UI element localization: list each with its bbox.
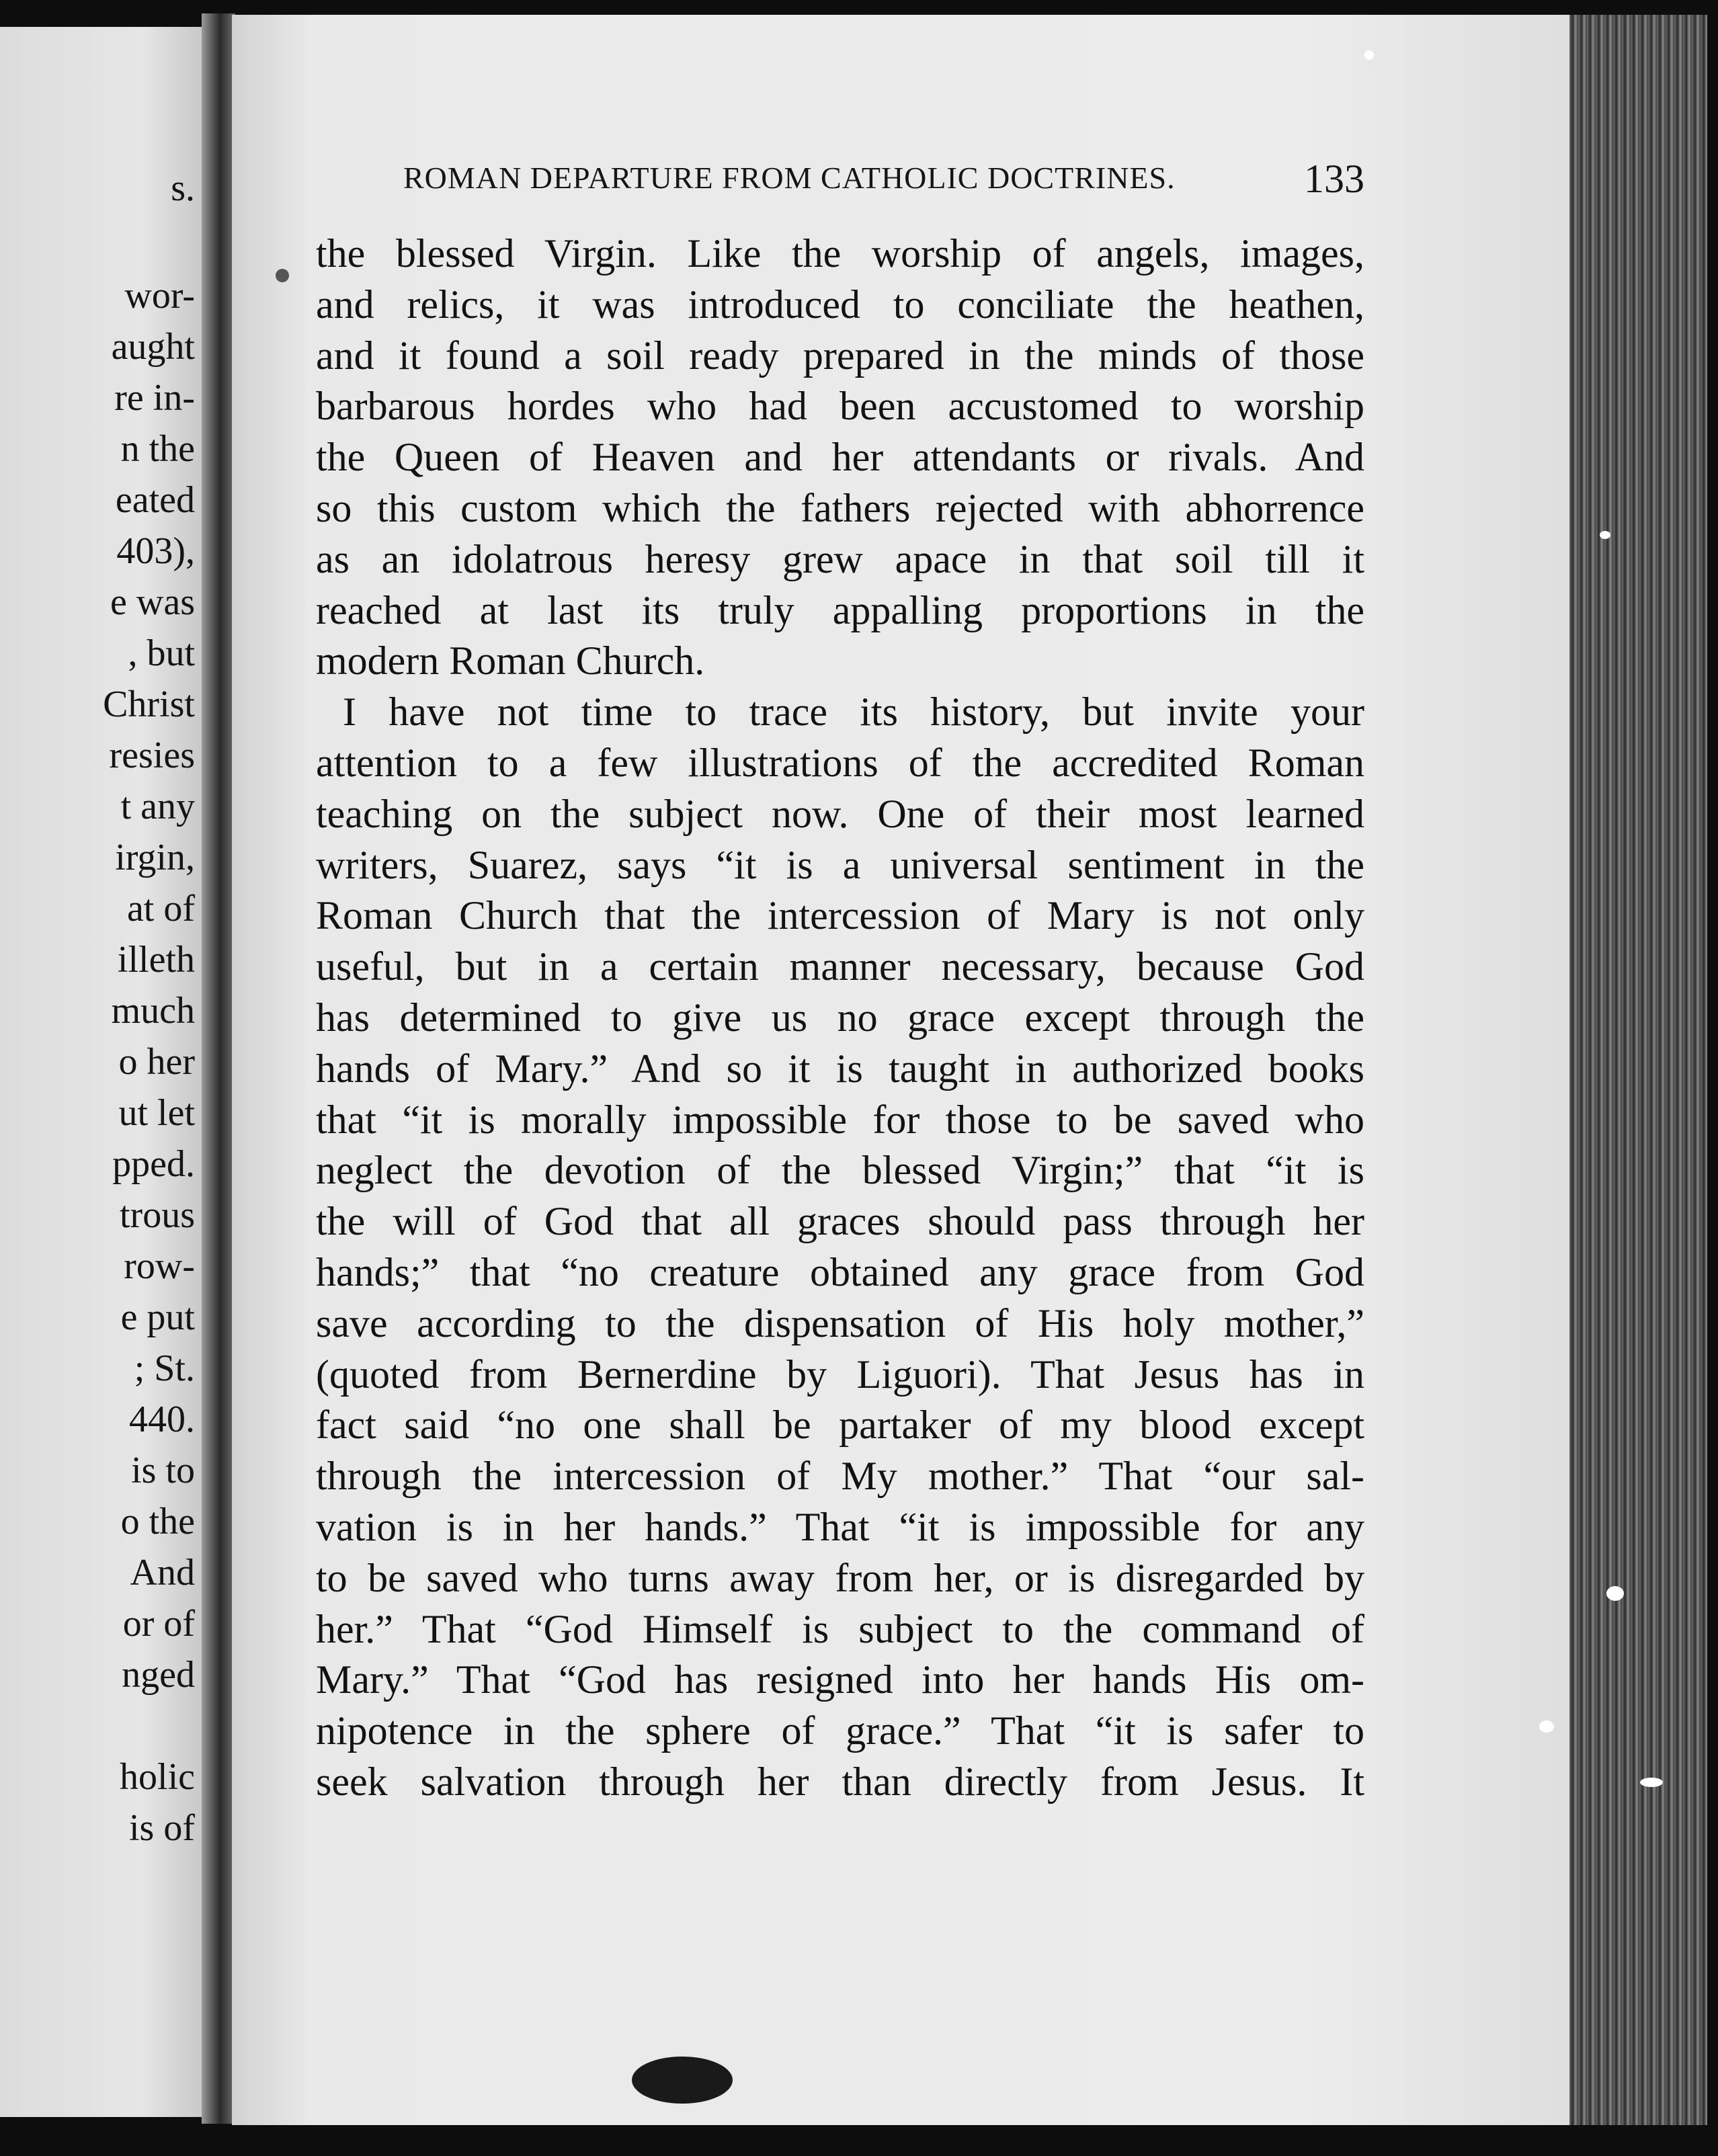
ink-speck <box>1364 50 1374 60</box>
left-page-line: ; St. <box>134 1348 195 1389</box>
left-page-line: e was <box>110 581 195 623</box>
text-line: to be saved who turns away from her, or is disregarded by <box>316 1555 1364 1600</box>
text-line: Mary.” That “God has resigned into her hands His om- <box>316 1657 1364 1702</box>
left-page-line: 403), <box>116 530 195 572</box>
left-page-line: aught <box>111 326 195 368</box>
text-line: (quoted from Bernerdine by Liguori). That Jesus has in <box>316 1352 1364 1397</box>
left-page-line: s. <box>171 167 195 209</box>
running-head <box>403 157 1364 201</box>
text-line: barbarous hordes who had been accustomed to worship <box>316 384 1364 429</box>
text-line: through the intercession of My mother.” That “our sal- <box>316 1454 1364 1499</box>
left-page-line: And <box>130 1552 195 1593</box>
left-page-line: holic <box>120 1756 195 1798</box>
text-line: nipotence in the sphere of grace.” That “it is safer to <box>316 1708 1364 1753</box>
text-line: writers, Suarez, says “it is a universal sentiment in the <box>316 842 1364 887</box>
page-tear <box>1606 1586 1624 1601</box>
text-line: and relics, it was introduced to conciliate the heathen, <box>316 282 1364 327</box>
text-line: the Queen of Heaven and her attendants or rivals. And <box>316 435 1364 480</box>
text-line: her.” That “God Himself is subject to the command of <box>316 1606 1364 1651</box>
text-line: useful, but in a certain manner necessary, because God <box>316 944 1364 989</box>
page-tear <box>1640 1778 1663 1787</box>
running-title: ROMAN DEPARTURE FROM CATHOLIC DOCTRINES. <box>403 161 1176 195</box>
text-line: teaching on the subject now. One of their most learned <box>316 791 1364 836</box>
text-line: seek salvation through her than directly from Jesus. It <box>316 1759 1364 1804</box>
text-line: hands;” that “no creature obtained any grace from God <box>316 1249 1364 1294</box>
page-number: 133 <box>1304 157 1364 201</box>
left-page-line: trous <box>120 1194 195 1236</box>
left-page-line: e put <box>120 1296 195 1338</box>
text-line: save according to the dispensation of His holy mother,” <box>316 1300 1364 1345</box>
left-page-line: irgin, <box>115 837 195 878</box>
thumb-shadow <box>632 2057 733 2104</box>
text-line: and it found a soil ready prepared in the minds of those <box>316 333 1364 378</box>
left-page-line: is to <box>131 1450 195 1491</box>
left-page-line: at of <box>126 888 195 929</box>
text-line: the blessed Virgin. Like the worship of angels, images, <box>316 231 1364 276</box>
left-page-line: illeth <box>117 939 195 981</box>
text-line: neglect the devotion of the blessed Virgin;” that “it is <box>316 1148 1364 1193</box>
left-page-line: Christ <box>103 683 195 725</box>
left-page <box>0 27 202 2117</box>
text-line: so this custom which the fathers rejected with abhorrence <box>316 485 1364 530</box>
left-page-line: eated <box>115 479 195 521</box>
left-page-line: 440. <box>129 1399 195 1440</box>
text-line: I have not time to trace its history, but invite your <box>343 690 1364 735</box>
left-page-line: row- <box>124 1245 195 1287</box>
text-line: has determined to give us no grace except through the <box>316 995 1364 1040</box>
left-page-line: resies <box>109 735 195 776</box>
text-line: fact said “no one shall be partaker of my blood except <box>316 1403 1364 1448</box>
left-page-line: or of <box>122 1603 195 1645</box>
book-gutter <box>202 13 235 2124</box>
text-line: vation is in her hands.” That “it is impossible for any <box>316 1504 1364 1549</box>
left-page-line: wor- <box>124 275 195 317</box>
ink-speck <box>276 269 289 282</box>
left-page-line: nged <box>122 1654 195 1696</box>
left-page-line: ut let <box>118 1092 195 1134</box>
text-line: as an idolatrous heresy grew apace in that soil till it <box>316 536 1364 581</box>
page-tear <box>1539 1720 1554 1733</box>
left-page-line: t any <box>120 786 195 827</box>
page-edges <box>1569 15 1707 2125</box>
text-line: Roman Church that the intercession of Mary is not only <box>316 893 1364 938</box>
text-line: that “it is morally impossible for those to be saved who <box>316 1097 1364 1142</box>
text-line: attention to a few illustrations of the accredited Roman <box>316 740 1364 785</box>
left-page-line: o her <box>118 1041 195 1083</box>
left-page-line: much <box>111 990 195 1032</box>
left-page-line: o the <box>120 1501 195 1542</box>
text-line: the will of God that all graces should pass through her <box>316 1199 1364 1244</box>
left-page-line: pped. <box>112 1143 195 1185</box>
left-page-line: is of <box>129 1807 195 1849</box>
page-tear <box>1600 531 1610 539</box>
left-page-line: , but <box>128 632 195 674</box>
text-line: hands of Mary.” And so it is taught in authorized books <box>316 1046 1364 1091</box>
body-text <box>316 229 1364 1808</box>
text-line: modern Roman Church. <box>316 638 705 683</box>
text-line: reached at last its truly appalling proportions in the <box>316 587 1364 632</box>
left-page-line: re in- <box>114 377 195 419</box>
left-page-line: n the <box>120 428 195 470</box>
